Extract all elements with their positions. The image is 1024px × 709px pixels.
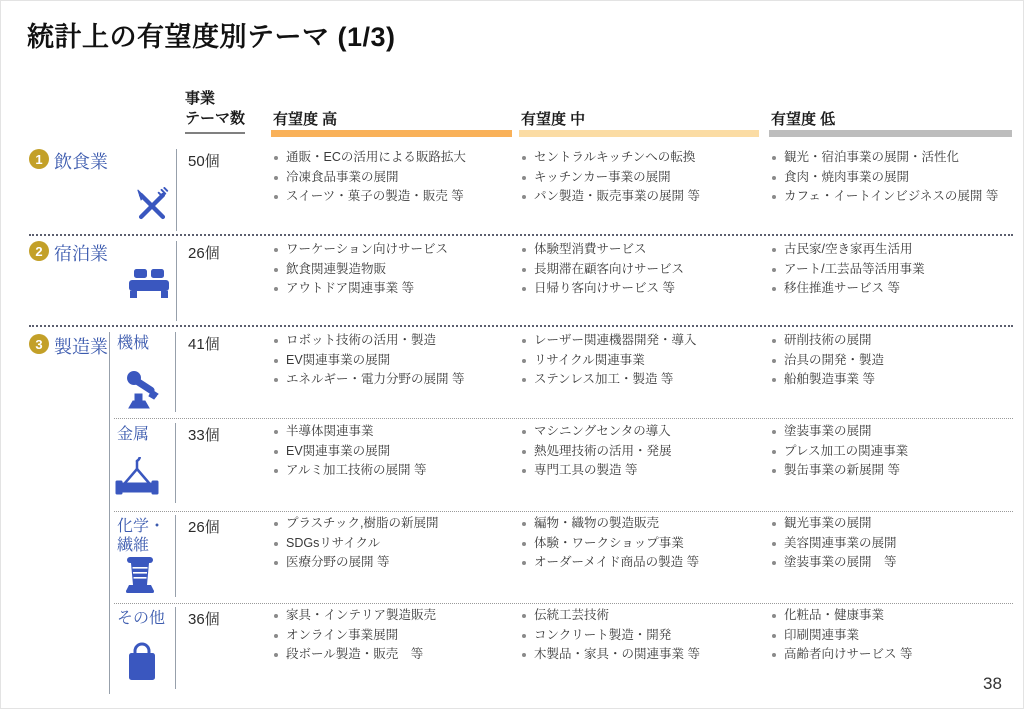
theme-item: 段ボール製造・販売 等 xyxy=(273,645,436,665)
theme-item: アルミ加工技術の展開 等 xyxy=(273,461,426,481)
theme-item: EV関連事業の展開 xyxy=(273,351,464,371)
column-divider xyxy=(175,332,176,412)
theme-item: 高齢者向けサービス 等 xyxy=(771,645,912,665)
subrow-separator xyxy=(114,603,1013,604)
subcategory-name: 機械 xyxy=(117,335,150,352)
theme-list-low xyxy=(771,331,884,390)
level-bar-low xyxy=(769,130,1012,137)
theme-item: 船舶製造事業 等 xyxy=(771,370,884,390)
theme-item: ワーケーション向けサービス xyxy=(273,240,448,260)
theme-item: 食肉・焼肉事業の展開 xyxy=(771,168,998,188)
level-header-low: 有望度 低 xyxy=(771,111,836,128)
theme-list-high xyxy=(273,422,426,481)
subrow-separator xyxy=(114,418,1013,419)
theme-list-high xyxy=(273,148,466,207)
theme-item: アウトドア関連事業 等 xyxy=(273,279,448,299)
theme-item: スイーツ・菓子の製造・販売 等 xyxy=(273,187,466,207)
theme-count-header xyxy=(185,89,245,129)
number-badge: 2 xyxy=(29,241,49,261)
subrow-chemical-fiber xyxy=(1,515,1024,603)
theme-count-underline xyxy=(185,132,245,134)
theme-list-high xyxy=(273,240,448,299)
subrow-other xyxy=(1,607,1024,697)
theme-item: 半導体関連事業 xyxy=(273,422,426,442)
theme-item: 家具・インテリア製造販売 xyxy=(273,606,436,626)
theme-item: 研削技術の展開 xyxy=(771,331,884,351)
theme-list-mid xyxy=(521,240,684,299)
theme-item: マシニングセンタの導入 xyxy=(521,422,672,442)
theme-item: 体験型消費サービス xyxy=(521,240,684,260)
column-divider xyxy=(175,423,176,503)
industry-name: 宿泊業 xyxy=(54,244,108,264)
theme-item: プラスチック,樹脂の新展開 xyxy=(273,514,438,534)
theme-item: 古民家/空き家再生活用 xyxy=(771,240,925,260)
theme-count: 26個 xyxy=(188,519,220,536)
theme-item: セントラルキッチンへの転換 xyxy=(521,148,700,168)
theme-count: 41個 xyxy=(188,336,220,353)
theme-count: 36個 xyxy=(188,611,220,628)
column-divider xyxy=(175,515,176,597)
theme-count: 50個 xyxy=(188,153,220,170)
theme-item: レーザー関連機器開発・導入 xyxy=(521,331,697,351)
theme-item: オーダーメイド商品の製造 等 xyxy=(521,553,699,573)
theme-item: 通販・ECの活用による販路拡大 xyxy=(273,148,466,168)
theme-item: ステンレス加工・製造 等 xyxy=(521,370,697,390)
theme-list-high xyxy=(273,606,436,665)
column-divider xyxy=(175,607,176,689)
theme-list-low xyxy=(771,514,897,573)
pipe-hoist-icon xyxy=(113,457,161,501)
theme-item: キッチンカー事業の展開 xyxy=(521,168,700,188)
subcategory-name: その他 xyxy=(117,610,166,627)
theme-item: 長期滞在顧客向けサービス xyxy=(521,260,684,280)
theme-list-mid xyxy=(521,422,672,481)
theme-list-low xyxy=(771,148,998,207)
subrow-machinery xyxy=(1,332,1024,418)
theme-item: 製缶事業の新展開 等 xyxy=(771,461,908,481)
industry-name: 飲食業 xyxy=(54,152,108,172)
theme-item: 専門工具の製造 等 xyxy=(521,461,672,481)
theme-count-header-line1: 事業 xyxy=(185,90,216,107)
theme-item: 観光・宿泊事業の展開・活性化 xyxy=(771,148,998,168)
thread-spool-icon xyxy=(123,555,157,595)
industry-row-lodging xyxy=(1,239,1024,325)
theme-list-high xyxy=(273,331,464,390)
theme-item: 治具の開発・製造 xyxy=(771,351,884,371)
subcategory-name: 化学・繊維 xyxy=(117,518,166,554)
level-header-high: 有望度 高 xyxy=(273,111,338,128)
theme-list-mid xyxy=(521,148,700,207)
level-header-mid: 有望度 中 xyxy=(521,111,586,128)
column-divider xyxy=(176,241,177,321)
subrow-separator xyxy=(114,511,1013,512)
theme-item: 印刷関連事業 xyxy=(771,626,912,646)
theme-item: 日帰り客向けサービス 等 xyxy=(521,279,684,299)
theme-item: パン製造・販売事業の展開 等 xyxy=(521,187,700,207)
theme-item: オンライン事業展開 xyxy=(273,626,436,646)
industry-row-restaurant xyxy=(1,147,1024,234)
theme-item: アート/工芸品等活用事業 xyxy=(771,260,925,280)
theme-list-mid xyxy=(521,514,699,573)
robot-arm-icon xyxy=(121,368,163,410)
theme-list-high xyxy=(273,514,438,573)
level-bar-high xyxy=(271,130,512,137)
theme-item: プレス加工の関連事業 xyxy=(771,442,908,462)
theme-item: 飲食関連製造物販 xyxy=(273,260,448,280)
bed-icon xyxy=(127,265,171,301)
page-title: 統計上の有望度別テーマ (1/3) xyxy=(27,22,396,52)
theme-item: 冷凍食品事業の展開 xyxy=(273,168,466,188)
number-badge: 3 xyxy=(29,334,49,354)
theme-item: エネルギー・電力分野の展開 等 xyxy=(273,370,464,390)
theme-item: 木製品・家具・の関連事業 等 xyxy=(521,645,700,665)
level-bar-mid xyxy=(519,130,759,137)
theme-item: 編物・織物の製造販売 xyxy=(521,514,699,534)
theme-list-mid xyxy=(521,606,700,665)
theme-item: 体験・ワークショップ事業 xyxy=(521,534,699,554)
theme-item: カフェ・イートインビジネスの展開 等 xyxy=(771,187,998,207)
theme-item: SDGsリサイクル xyxy=(273,534,438,554)
theme-item: 塗装事業の展開 xyxy=(771,422,908,442)
theme-count-header-line2: テーマ数 xyxy=(185,110,246,127)
theme-item: リサイクル関連事業 xyxy=(521,351,697,371)
page-number: 38 xyxy=(983,674,1002,693)
column-divider xyxy=(176,149,177,231)
theme-item: 化粧品・健康事業 xyxy=(771,606,912,626)
theme-item: 塗装事業の展開 等 xyxy=(771,553,897,573)
theme-item: コンクリート製造・開発 xyxy=(521,626,700,646)
theme-item: EV関連事業の展開 xyxy=(273,442,426,462)
industry-row-manufacturing xyxy=(1,330,1024,698)
theme-list-low xyxy=(771,606,912,665)
theme-item: 伝統工芸技術 xyxy=(521,606,700,626)
theme-list-low xyxy=(771,240,925,299)
theme-count: 33個 xyxy=(188,427,220,444)
theme-item: 移住推進サービス 等 xyxy=(771,279,925,299)
theme-count: 26個 xyxy=(188,245,220,262)
theme-list-mid xyxy=(521,331,697,390)
subcategory-name: 金属 xyxy=(117,426,150,443)
theme-item: 美容関連事業の展開 xyxy=(771,534,897,554)
row-separator xyxy=(29,234,1013,236)
shopping-bag-icon xyxy=(123,639,161,683)
row-separator xyxy=(29,325,1013,327)
industry-name: 製造業 xyxy=(54,337,108,357)
theme-item: 観光事業の展開 xyxy=(771,514,897,534)
theme-item: 熱処理技術の活用・発展 xyxy=(521,442,672,462)
number-badge: 1 xyxy=(29,149,49,169)
subrow-metal xyxy=(1,423,1024,509)
fork-knife-icon xyxy=(133,187,171,225)
theme-item: ロボット技術の活用・製造 xyxy=(273,331,464,351)
theme-item: 医療分野の展開 等 xyxy=(273,553,438,573)
theme-list-low xyxy=(771,422,908,481)
